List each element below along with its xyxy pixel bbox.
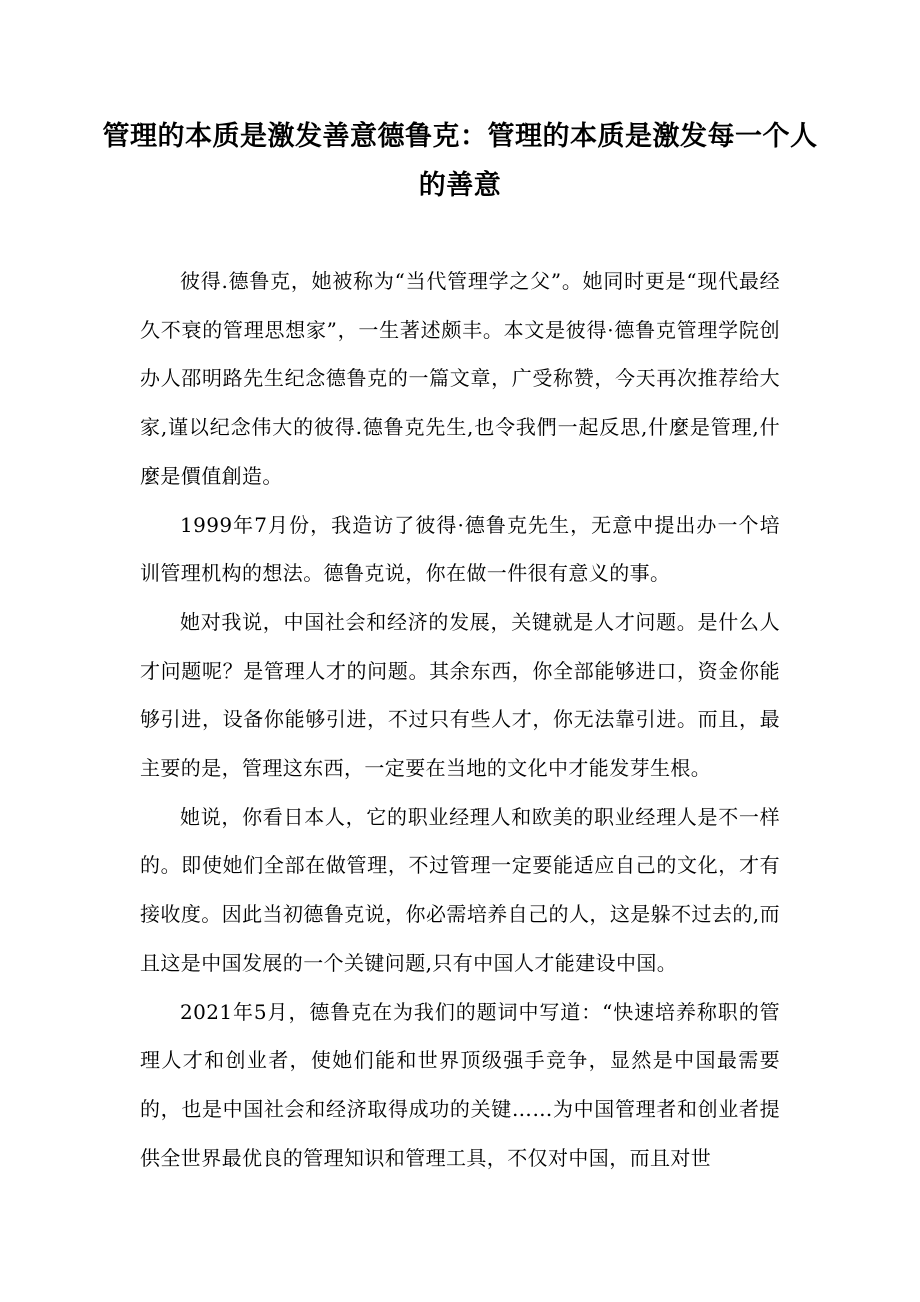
- document-body: [140, 257, 780, 1182]
- paragraph: 彼得.德鲁克，她被称为“当代管理学之父”。她同时更是“现代最经久不衰的管理思想家”，一生著述颇丰。本文是彼得·德鲁克管理学院创办人邵明路先生纪念德鲁克的一篇文章，广受称赞，今天再次推荐给大家,谨以纪念伟大的彼得.德鲁克先生,也令我們一起反思,什麼是管理,什麼是價值創造。: [140, 269, 780, 488]
- paragraph: 她说，你看日本人，它的职业经理人和欧美的职业经理人是不一样的。即使她们全部在做管理，不过管理一定要能适应自己的文化，才有接收度。因此当初德鲁克说，你必需培养自己的人，这是躲不过去的,而且这是中国发展的一个关键问题,只有中国人才能建设中国。: [140, 804, 780, 975]
- document-title: 管理的本质是激发善意德鲁克：管理的本质是激发每一个人的善意: [102, 121, 818, 201]
- paragraph: 2021年5月，德鲁克在为我们的题词中写道：“快速培养称职的管理人才和创业者，使她们能和世界顶级强手竞争，显然是中国最需要的，也是中国社会和经济取得成功的关键……为中国管理者和创业者提供全世界最优良的管理知识和管理工具，不仅对中国，而且对世: [140, 999, 780, 1170]
- paragraph: 1999年7月份，我造访了彼得·德鲁克先生，无意中提出办一个培训管理机构的想法。德鲁克说，你在做一件很有意义的事。: [140, 512, 780, 586]
- paragraph: 她对我说，中国社会和经济的发展，关键就是人才问题。是什么人才问题呢？是管理人才的问题。其余东西，你全部能够进口，资金你能够引进，设备你能够引进，不过只有些人才，你无法靠引进。而且，最主要的是，管理这东西，一定要在当地的文化中才能发芽生根。: [140, 609, 780, 781]
